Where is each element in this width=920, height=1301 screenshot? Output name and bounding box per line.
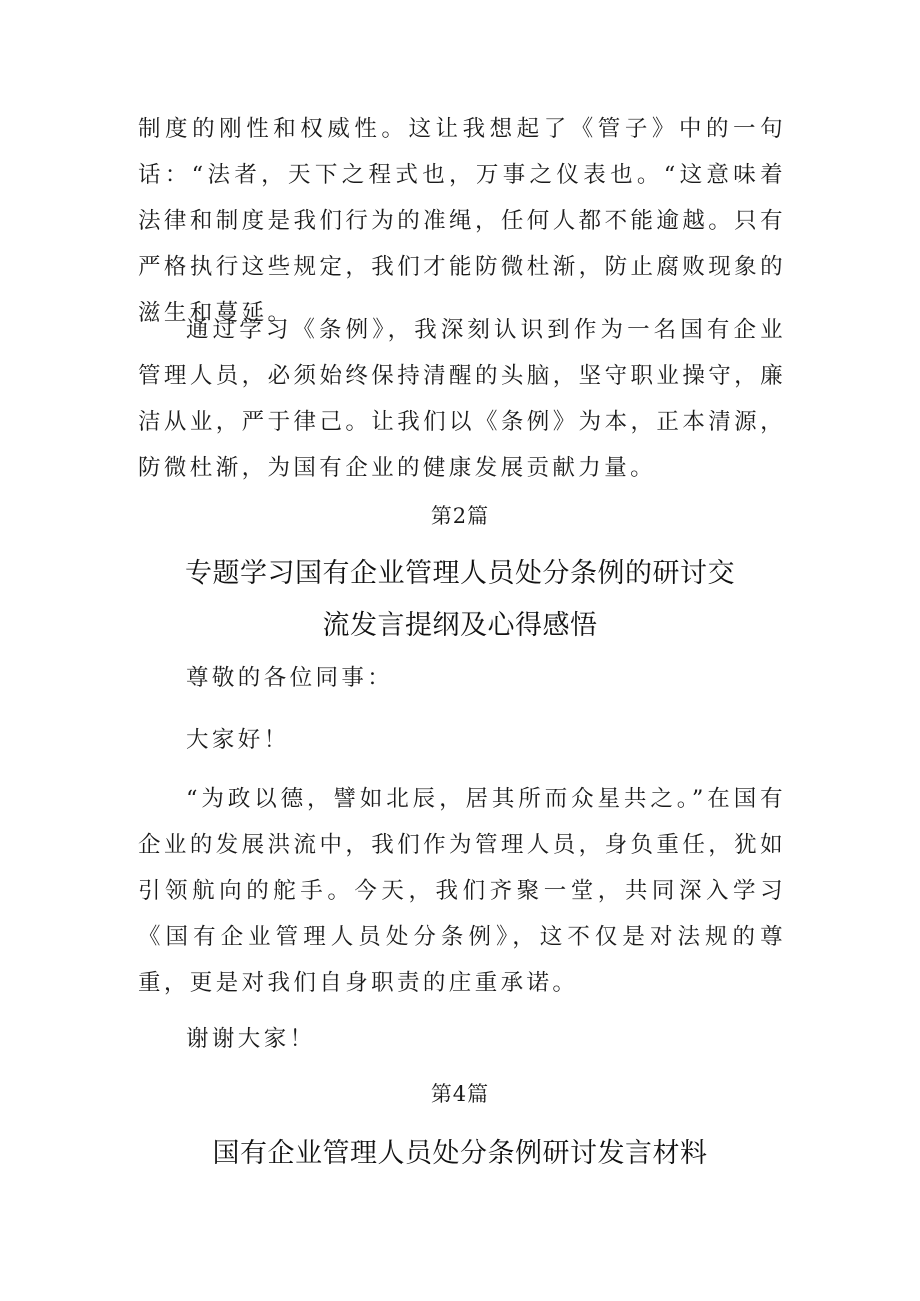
closing-thanks: 谢谢大家！ xyxy=(186,1026,316,1052)
section-4-title: 国有企业管理人员处分条例研讨发言材料 xyxy=(212,1138,708,1169)
section-4-label: 第4篇 xyxy=(430,1082,490,1106)
section-2-title xyxy=(140,548,780,652)
paragraph-continuation: 制度的刚性和权威性。这让我想起了《管子》中的一句话：“法者，天下之程式也，万事之仪表也。“这意味着法律和制度是我们行为的准绳，任何人都不能逾越。只有严格执行这些规定，我们才能防微杜渐，防止腐败现象的滋生和蔓延。 xyxy=(138,116,786,326)
section-2-title-line-1: 专题学习国有企业管理人员处分条例的研讨交 xyxy=(185,558,735,589)
section-2-label: 第2篇 xyxy=(430,504,490,528)
paragraph-opening-speech: “为政以德，譬如北辰，居其所而众星共之。”在国有企业的发展洪流中，我们作为管理人员，身负重任，犹如引领航向的舵手。今天，我们齐聚一堂，共同深入学习《国有企业管理人员处分条例》，这不仅是对法规的尊重，更是对我们自身职责的庄重承诺。 xyxy=(138,786,786,996)
paragraph-conclusion: 通过学习《条例》，我深刻认识到作为一名国有企业管理人员，必须始终保持清醒的头脑，坚守职业操守，廉洁从业，严于律己。让我们以《条例》为本，正本清源，防微杜渐，为国有企业的健康发展贡献力量。 xyxy=(138,317,786,481)
salutation: 尊敬的各位同事： xyxy=(186,665,394,691)
section-2-title-line-2: 流发言提纲及心得感悟 xyxy=(322,610,598,641)
greeting: 大家好！ xyxy=(186,727,290,753)
